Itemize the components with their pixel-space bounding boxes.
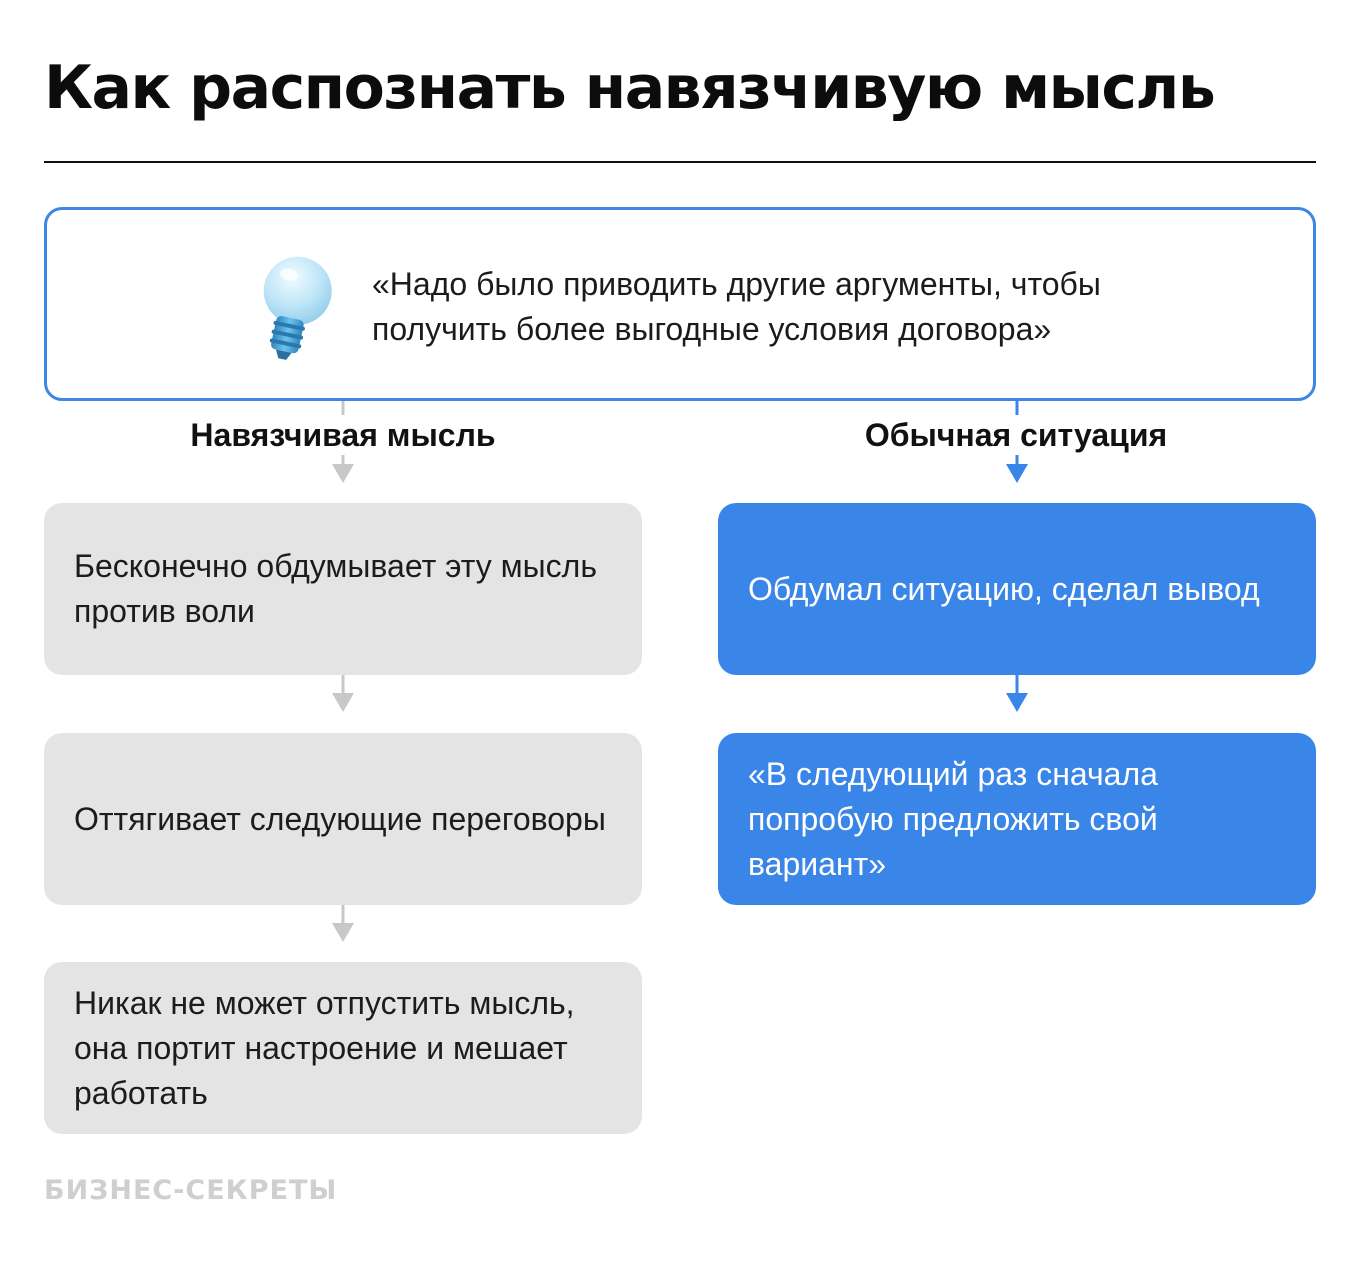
left-connector-2 — [332, 675, 354, 712]
arrow-down-icon — [332, 693, 354, 712]
obsessive-step-2-text: Оттягивает следующие переговоры — [74, 800, 606, 837]
obsessive-step-3-text: Никак не может отпустить мысль, она портит настроение и мешает работать — [74, 984, 575, 1111]
arrow-down-icon — [332, 464, 354, 483]
normal-step-2 — [718, 733, 1316, 905]
arrow-down-icon — [1006, 464, 1028, 483]
branch-label-normal-situation: Обычная ситуация — [825, 415, 1207, 455]
brand-logo: БИЗНЕС-СЕКРЕТЫ — [44, 1175, 338, 1206]
quote-box — [44, 207, 1316, 401]
obsessive-step-1 — [44, 503, 642, 675]
right-connector-2 — [1006, 675, 1028, 712]
arrow-down-icon — [1006, 693, 1028, 712]
normal-step-2-text: «В следующий раз сначала попробую предложить свой вариант» — [748, 755, 1158, 882]
page-title: Как распознать навязчивую мысль — [44, 53, 1215, 123]
obsessive-step-1-text: Бесконечно обдумывает эту мысль против воли — [74, 548, 597, 629]
normal-step-1 — [718, 503, 1316, 675]
left-connector-3 — [332, 905, 354, 942]
obsessive-step-2 — [44, 733, 642, 905]
quote-text: «Надо было приводить другие аргументы, чтобы получить более выгодные условия договора» — [372, 266, 1101, 347]
branch-label-obsessive-thought: Навязчивая мысль — [150, 415, 536, 455]
light-bulb-icon — [247, 252, 337, 364]
arrow-down-icon — [332, 923, 354, 942]
normal-step-1-text: Обдумал ситуацию, сделал вывод — [748, 570, 1260, 607]
obsessive-step-3 — [44, 962, 642, 1134]
